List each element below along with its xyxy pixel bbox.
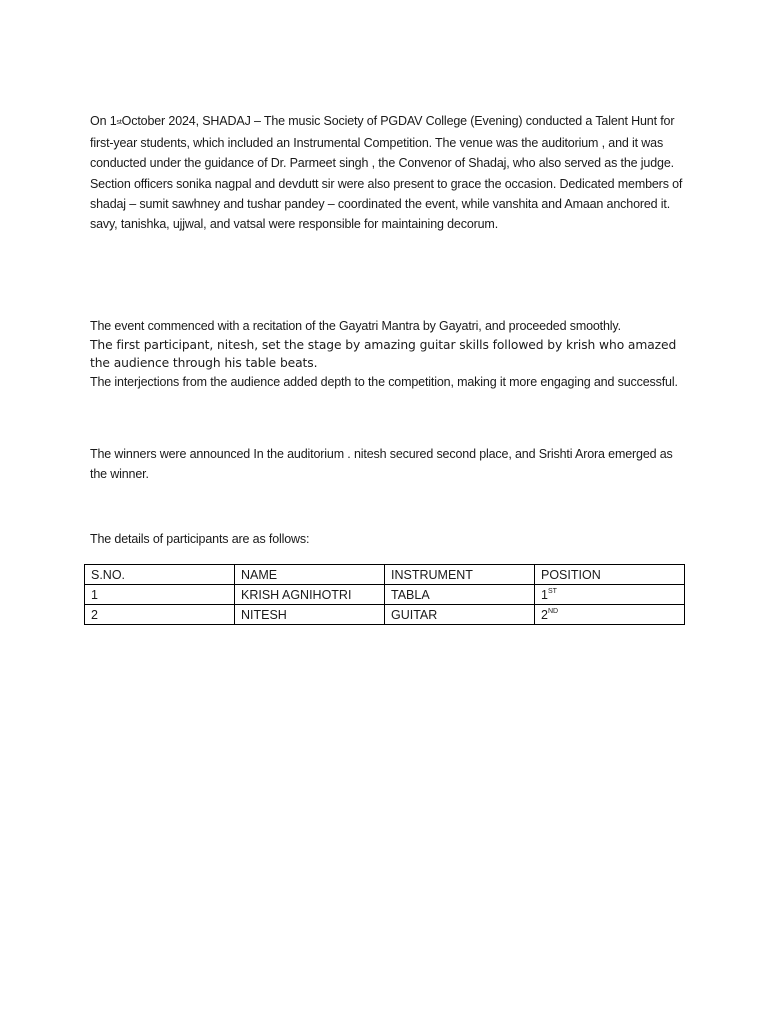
participants-table (84, 564, 685, 625)
position-suffix: ND (547, 607, 559, 615)
cell-name: NITESH (235, 605, 385, 625)
table-header-row (85, 565, 685, 585)
cell-sno: 2 (85, 605, 235, 625)
event-start-text: The event commenced with a recitation of the Gayatri Mantra by Gayatri, and proceeded smoothly. (90, 319, 621, 333)
cell-sno: 1 (85, 585, 235, 605)
header-name: NAME (235, 565, 385, 585)
cell-position (535, 605, 685, 625)
header-instrument: INSTRUMENT (385, 565, 535, 585)
cell-instrument: GUITAR (385, 605, 535, 625)
interjections-paragraph: The interjections from the audience added depth to the competition, making it more engaging and successful. (90, 375, 678, 389)
table-row (85, 605, 685, 625)
cell-position (535, 585, 685, 605)
cell-instrument: TABLA (385, 585, 535, 605)
header-sno: S.NO. (85, 565, 235, 585)
date-ordinal-suffix: st (116, 119, 122, 126)
event-start-paragraph (90, 316, 690, 372)
intro-body: October 2024, SHADAJ – The music Society of PGDAV College (Evening) conducted a Talent Hunt for first-year students, which included an Instrumental Competition. The venue was the auditorium , and it was conducted under the guidance of Dr. Parmeet singh , the Convenor of Shadaj, who also served as the judge. Section officers sonika nagpal and devdutt sir were also present to grace the occasion. Dedicated members of shadaj – sumit sawhney and tushar pandey – coordinated the event, while vanshita and Amaan anchored it. savy, tanishka, ujjwal, and vatsal were responsible for maintaining decorum. (90, 114, 683, 232)
winners-paragraph: The winners were announced In the auditorium . nitesh secured second place, and Srishti Arora emerged as the winner. (90, 447, 673, 482)
intro-prefix: On 1 (90, 114, 117, 128)
intro-paragraph (90, 111, 690, 234)
first-participant-text: The first participant, nitesh, set the stage by amazing guitar skills followed by krish who amazed the audience through his table beats. (90, 338, 677, 371)
header-position: POSITION (535, 565, 685, 585)
position-number: 2 (541, 607, 548, 622)
position-number: 1 (541, 587, 548, 602)
position-suffix: ST (547, 587, 557, 595)
cell-name: KRISH AGNIHOTRI (235, 585, 385, 605)
details-intro: The details of participants are as follows: (90, 532, 310, 546)
table-row (85, 585, 685, 605)
